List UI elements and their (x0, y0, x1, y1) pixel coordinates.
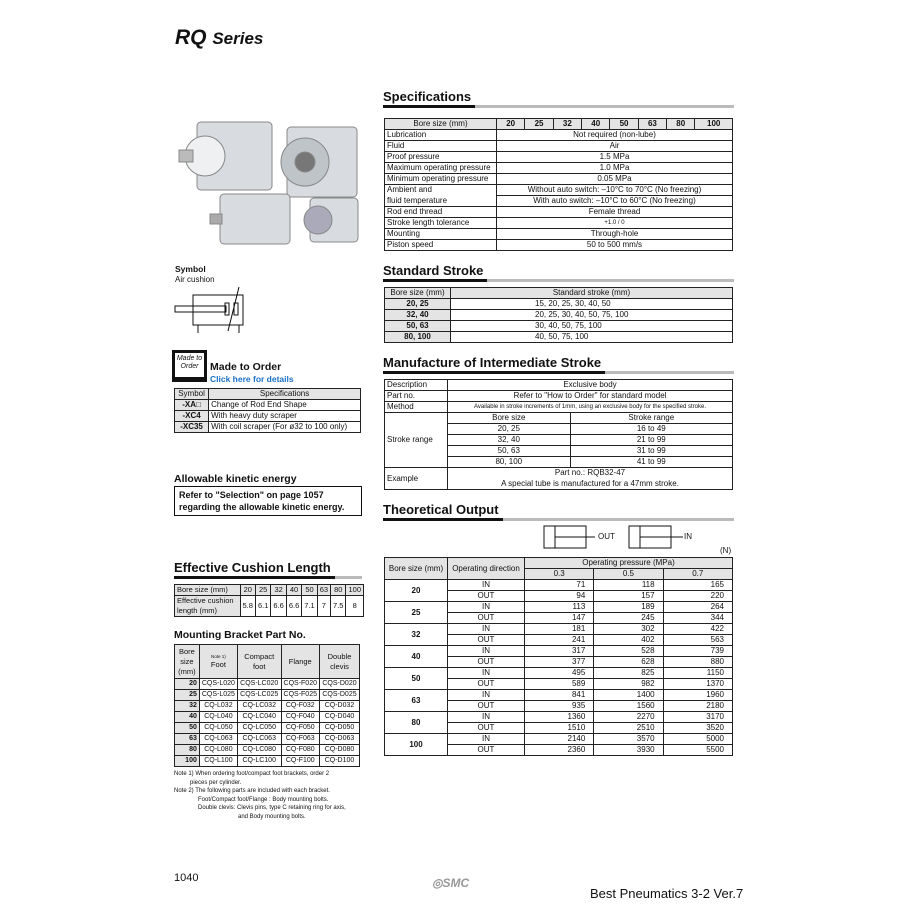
table-cell: Not required (non-lube) (497, 130, 733, 141)
table-cell: Standard stroke (mm) (451, 288, 733, 299)
table-row (175, 679, 360, 690)
table-row (385, 288, 733, 299)
table-cell: Stroke range (385, 413, 448, 468)
table-cell: 264 (663, 602, 732, 613)
table-row (385, 240, 733, 251)
table-row (385, 130, 733, 141)
air-cushion-symbol (173, 285, 253, 335)
table-cell: CQ-LC050 (237, 723, 281, 734)
table-cell: Method (385, 402, 448, 413)
table-cell: Operating direction (448, 558, 525, 580)
table-cell: 16 to 49 (570, 424, 732, 435)
table-cell: 528 (594, 646, 663, 657)
footer-text: Best Pneumatics 3-2 Ver.7 (590, 886, 744, 901)
table-cell: CQ-LC063 (237, 734, 281, 745)
table-row (385, 624, 733, 635)
table-cell: 495 (525, 668, 594, 679)
table-cell: 32, 40 (385, 310, 451, 321)
table-cell: OUT (448, 613, 525, 624)
bore-header: 80 (667, 119, 695, 130)
symbol-heading: Symbol (175, 264, 206, 274)
bore-cell: 50 (385, 668, 448, 690)
table-cell: 6.1 (255, 596, 270, 617)
table-row (385, 310, 733, 321)
table-cell: 2180 (663, 701, 732, 712)
table-cell: OUT (448, 723, 525, 734)
table-cell: fluid temperature (385, 196, 497, 207)
table-cell: 118 (594, 580, 663, 591)
table-cell: CQ-L063 (199, 734, 237, 745)
table-cell: IN (448, 646, 525, 657)
table-cell: Exclusive body (448, 380, 733, 391)
table-cell: Part no. (385, 391, 448, 402)
table-cell: 2510 (594, 723, 663, 734)
table-cell: 1370 (663, 679, 732, 690)
table-cell: IN (448, 602, 525, 613)
table-cell: CQ-F100 (281, 756, 319, 767)
table-cell: CQS-LC025 (237, 690, 281, 701)
table-cell: 189 (594, 602, 663, 613)
table-cell: 344 (663, 613, 732, 624)
table-cell: 0.7 (663, 569, 732, 580)
table-cell: Ambient and (385, 185, 497, 196)
table-cell: 7.5 (331, 596, 346, 617)
table-cell: 50 (175, 723, 200, 734)
made-to-order-table (174, 388, 361, 433)
series-name: RQ (175, 26, 207, 49)
table-cell: With auto switch: –10°C to 60°C (No freezing) (497, 196, 733, 207)
table-cell: 15, 20, 25, 30, 40, 50 (451, 299, 733, 310)
table-cell: Bore size (mm) (385, 288, 451, 299)
table-cell: CQS-LC020 (237, 679, 281, 690)
table-cell: CQ-D100 (320, 756, 360, 767)
table-row (385, 580, 733, 591)
table-cell: CQ-LC100 (237, 756, 281, 767)
note-line: and Body mounting bolts. (238, 813, 306, 820)
table-cell: CQS-L025 (199, 690, 237, 701)
table-cell: 50 (302, 585, 317, 596)
table-cell: 113 (525, 602, 594, 613)
table-cell: 40 (286, 585, 301, 596)
table-row (175, 422, 361, 433)
table-cell: IN (448, 624, 525, 635)
intermediate-heading: Manufacture of Intermediate Stroke (383, 355, 734, 374)
table-cell: 94 (525, 591, 594, 602)
table-row (385, 185, 733, 196)
symbol-cell: -XC4 (175, 411, 209, 422)
table-cell: 628 (594, 657, 663, 668)
table-cell: 6.6 (286, 596, 301, 617)
table-cell: 20 (240, 585, 255, 596)
table-cell: IN (448, 734, 525, 745)
table-row (385, 196, 733, 207)
table-cell: CQ-L040 (199, 712, 237, 723)
table-cell: Without auto switch: –10°C to 70°C (No freezing) (497, 185, 733, 196)
made-to-order-title: Made to Order (210, 361, 282, 373)
table-cell: 32, 40 (448, 435, 571, 446)
table-cell: 2270 (594, 712, 663, 723)
table-cell: Lubrication (385, 130, 497, 141)
table-cell: 7 (317, 596, 330, 617)
table-cell: 3570 (594, 734, 663, 745)
table-cell: Bore size (448, 413, 571, 424)
table-row (385, 413, 733, 424)
table-row (385, 218, 733, 229)
table-cell: CQ-D080 (320, 745, 360, 756)
table-cell: IN (448, 668, 525, 679)
out-label: OUT (598, 532, 615, 541)
table-cell: 40 (175, 712, 200, 723)
table-row (385, 207, 733, 218)
table-cell: 3520 (663, 723, 732, 734)
table-row (385, 558, 733, 569)
table-cell: Maximum operating pressure (385, 163, 497, 174)
table-cell: 3930 (594, 745, 663, 756)
direction-diagram-area (383, 521, 734, 557)
table-cell: Refer to "How to Order" for standard model (448, 391, 733, 402)
page-title (175, 26, 263, 50)
table-cell: 220 (663, 591, 732, 602)
right-column (383, 89, 734, 756)
table-row (385, 119, 733, 130)
bore-cell: 25 (385, 602, 448, 624)
table-cell: 6.6 (271, 596, 286, 617)
table-cell: With heavy duty scraper (209, 411, 361, 422)
table-cell: 589 (525, 679, 594, 690)
table-cell: Bore size (mm) (385, 558, 448, 580)
table-row (175, 400, 361, 411)
table-cell: 32 (175, 701, 200, 712)
table-cell: CQ-D050 (320, 723, 360, 734)
table-cell: OUT (448, 745, 525, 756)
made-to-order-link[interactable]: Click here for details (210, 374, 294, 384)
table-cell: 147 (525, 613, 594, 624)
table-cell: Description (385, 380, 448, 391)
table-cell: 50, 63 (448, 446, 571, 457)
kinetic-note: Refer to "Selection" on page 1057 regarding the allowable kinetic energy. (174, 486, 362, 516)
table-cell: Available in stroke increments of 1mm, using an exclusive body for the specified stroke. (448, 402, 733, 413)
table-cell: CQ-F080 (281, 745, 319, 756)
table-cell: 3170 (663, 712, 732, 723)
table-cell: 80, 100 (385, 332, 451, 343)
bore-header: 25 (525, 119, 553, 130)
table-cell: Female thread (497, 207, 733, 218)
table-cell: 21 to 99 (570, 435, 732, 446)
table-row (385, 152, 733, 163)
table-cell: 20 (175, 679, 200, 690)
symbol-caption: Air cushion (175, 275, 215, 284)
bore-cell: 40 (385, 646, 448, 668)
note-line: Double clevis: Clevis pins, type C retaining ring for axis, (198, 805, 346, 811)
table-cell: CQ-L050 (199, 723, 237, 734)
cushion-heading: Effective Cushion Length (174, 560, 362, 579)
note-marker: Note 1) (211, 653, 226, 659)
table-cell: Effective cushion length (mm) (175, 596, 241, 617)
table-cell: 63 (317, 585, 330, 596)
table-row (385, 712, 733, 723)
table-row (385, 468, 733, 479)
table-cell: 5000 (663, 734, 732, 745)
table-cell: CQ-L100 (199, 756, 237, 767)
made-to-order-icon: Made to Order (172, 350, 207, 382)
table-cell: 1.5 MPa (497, 152, 733, 163)
table-cell: 40, 50, 75, 100 (451, 332, 733, 343)
bore-cell: 100 (385, 734, 448, 756)
table-cell: OUT (448, 701, 525, 712)
table-cell: 1400 (594, 690, 663, 701)
specifications-table (384, 118, 733, 251)
table-cell: 80 (331, 585, 346, 596)
table-cell: 20, 25, 30, 40, 50, 75, 100 (451, 310, 733, 321)
bracket-heading: Mounting Bracket Part No. (174, 629, 306, 641)
in-label: IN (684, 532, 692, 541)
kinetic-heading: Allowable kinetic energy (174, 473, 297, 485)
header-cell: Specifications (209, 389, 361, 400)
output-heading: Theoretical Output (383, 502, 734, 521)
bore-cell: 63 (385, 690, 448, 712)
table-cell: Proof pressure (385, 152, 497, 163)
table-row (385, 380, 733, 391)
table-cell: CQ-D040 (320, 712, 360, 723)
table-cell: 50, 63 (385, 321, 451, 332)
table-cell: 165 (663, 580, 732, 591)
table-cell: 71 (525, 580, 594, 591)
table-cell: CQ-F050 (281, 723, 319, 734)
table-cell: Mounting (385, 229, 497, 240)
table-cell: With coil scraper (For ø32 to 100 only) (209, 422, 361, 433)
table-cell: 1560 (594, 701, 663, 712)
table-cell: Part no.: RQB32-47 (448, 468, 733, 479)
table-row (175, 745, 360, 756)
table-cell: 181 (525, 624, 594, 635)
table-cell: 25 (175, 690, 200, 701)
table-cell: CQS-F025 (281, 690, 319, 701)
product-photo (175, 112, 363, 252)
table-cell: Fluid (385, 141, 497, 152)
table-row (175, 756, 360, 767)
note-line: Note 1) When ordering foot/compact foot brackets, order 2 (174, 771, 330, 777)
table-row (385, 391, 733, 402)
table-cell: CQS-F020 (281, 679, 319, 690)
table-cell: CQS-D020 (320, 679, 360, 690)
table-cell: Compact foot (237, 645, 281, 679)
table-cell: 32 (271, 585, 286, 596)
table-cell: 563 (663, 635, 732, 646)
table-cell: OUT (448, 679, 525, 690)
table-row (175, 645, 360, 679)
standard-stroke-heading: Standard Stroke (383, 263, 734, 282)
table-row (385, 402, 733, 413)
intermediate-table (384, 379, 733, 490)
table-cell: 0.3 (525, 569, 594, 580)
bore-cell: 32 (385, 624, 448, 646)
table-cell: 982 (594, 679, 663, 690)
table-cell: 825 (594, 668, 663, 679)
table-cell: 100 (175, 756, 200, 767)
table-cell: CQ-LC040 (237, 712, 281, 723)
table-cell: CQ-D063 (320, 734, 360, 745)
table-cell: CQ-L080 (199, 745, 237, 756)
note-line: Note 2) The following parts are included with each bracket. (174, 788, 330, 794)
table-cell: CQS-L020 (199, 679, 237, 690)
table-cell: Bore size (mm) (175, 645, 200, 679)
table-row (175, 690, 360, 701)
table-cell: 5500 (663, 745, 732, 756)
table-cell: 2140 (525, 734, 594, 745)
table-cell: 30, 40, 50, 75, 100 (451, 321, 733, 332)
table-cell: CQ-D032 (320, 701, 360, 712)
table-cell: OUT (448, 635, 525, 646)
table-cell: 1360 (525, 712, 594, 723)
table-row (385, 668, 733, 679)
table-row (385, 734, 733, 745)
table-cell: OUT (448, 591, 525, 602)
table-cell: Piston speed (385, 240, 497, 251)
bore-cell: 80 (385, 712, 448, 734)
left-lower-column (174, 560, 364, 821)
table-cell: 1960 (663, 690, 732, 701)
table-cell: 157 (594, 591, 663, 602)
table-row (175, 734, 360, 745)
series-suffix: Series (212, 29, 264, 48)
symbol-cell: -XA□ (175, 400, 209, 411)
bore-header: 32 (553, 119, 581, 130)
table-row (385, 163, 733, 174)
table-row (175, 585, 364, 596)
table-cell: 8 (346, 596, 364, 617)
table-cell: 5.8 (240, 596, 255, 617)
bore-header: 100 (695, 119, 733, 130)
table-row (385, 690, 733, 701)
table-row (175, 596, 364, 617)
table-cell: 739 (663, 646, 732, 657)
table-cell: IN (448, 712, 525, 723)
page-number: 1040 (174, 872, 199, 884)
output-table (384, 557, 733, 756)
table-cell: Bore size (mm) (385, 119, 497, 130)
note-line: pieces per cylinder. (190, 779, 242, 786)
table-cell: 2360 (525, 745, 594, 756)
table-cell: 100 (346, 585, 364, 596)
table-cell: CQ-F040 (281, 712, 319, 723)
table-cell: 880 (663, 657, 732, 668)
table-cell: 302 (594, 624, 663, 635)
table-cell: 1510 (525, 723, 594, 734)
table-cell: CQS-D025 (320, 690, 360, 701)
table-cell: Change of Rod End Shape (209, 400, 361, 411)
unit-label: (N) (720, 546, 732, 555)
table-cell: 1.0 MPa (497, 163, 733, 174)
table-row (385, 299, 733, 310)
table-cell: IN (448, 690, 525, 701)
table-row (175, 411, 361, 422)
table-cell: CQ-F032 (281, 701, 319, 712)
table-cell: Minimum operating pressure (385, 174, 497, 185)
table-cell: CQ-LC080 (237, 745, 281, 756)
table-cell: 317 (525, 646, 594, 657)
table-row (175, 389, 361, 400)
table-row (385, 602, 733, 613)
table-cell: CQ-L032 (199, 701, 237, 712)
table-cell: 41 to 99 (570, 457, 732, 468)
table-cell: 25 (255, 585, 270, 596)
table-row (385, 321, 733, 332)
table-cell: CQ-F063 (281, 734, 319, 745)
table-cell: 7.1 (302, 596, 317, 617)
table-row (175, 701, 360, 712)
table-cell: 0.5 (594, 569, 663, 580)
table-cell: +1.0 / 0 (497, 218, 733, 229)
bore-header: 20 (497, 119, 525, 130)
table-row (385, 646, 733, 657)
table-cell: 422 (663, 624, 732, 635)
table-row (385, 332, 733, 343)
table-cell: 841 (525, 690, 594, 701)
table-cell: Example (385, 468, 448, 490)
table-cell: IN (448, 580, 525, 591)
bore-header: 63 (638, 119, 666, 130)
table-cell: 402 (594, 635, 663, 646)
table-cell: 0.05 MPa (497, 174, 733, 185)
bore-header: 40 (582, 119, 610, 130)
standard-stroke-table (384, 287, 733, 343)
specifications-heading: Specifications (383, 89, 734, 108)
table-row (385, 141, 733, 152)
table-cell: OUT (448, 657, 525, 668)
table-cell: Double clevis (320, 645, 360, 679)
smc-logo: ◎SMC (432, 876, 470, 890)
table-cell: 245 (594, 613, 663, 624)
table-cell: Operating pressure (MPa) (525, 558, 733, 569)
table-cell: CQ-LC032 (237, 701, 281, 712)
bracket-table (174, 644, 360, 767)
table-cell: Stroke length tolerance (385, 218, 497, 229)
table-cell: 80, 100 (448, 457, 571, 468)
header-cell: Symbol (175, 389, 209, 400)
note-line: Foot/Compact foot/Flange : Body mounting bolts. (198, 796, 329, 803)
table-cell: Bore size (mm) (175, 585, 241, 596)
table-cell: Flange (281, 645, 319, 679)
table-row (175, 723, 360, 734)
table-cell: 377 (525, 657, 594, 668)
table-cell: Note 1) Foot (199, 645, 237, 679)
table-cell: Through-hole (497, 229, 733, 240)
table-cell: 935 (525, 701, 594, 712)
direction-diagram (543, 524, 703, 552)
table-row (385, 229, 733, 240)
table-row (175, 712, 360, 723)
table-cell: 20, 25 (385, 299, 451, 310)
table-cell: 241 (525, 635, 594, 646)
table-cell: Stroke range (570, 413, 732, 424)
table-row (385, 174, 733, 185)
bore-cell: 20 (385, 580, 448, 602)
table-cell: 63 (175, 734, 200, 745)
table-cell: 80 (175, 745, 200, 756)
bore-header: 50 (610, 119, 638, 130)
table-cell: 31 to 99 (570, 446, 732, 457)
table-cell: 1150 (663, 668, 732, 679)
table-cell: 20, 25 (448, 424, 571, 435)
table-cell: Air (497, 141, 733, 152)
table-cell: A special tube is manufactured for a 47mm stroke. (448, 479, 733, 490)
cushion-table (174, 584, 364, 617)
table-cell: Rod end thread (385, 207, 497, 218)
symbol-cell: -XC35 (175, 422, 209, 433)
table-cell: 50 to 500 mm/s (497, 240, 733, 251)
bracket-notes (174, 770, 364, 821)
